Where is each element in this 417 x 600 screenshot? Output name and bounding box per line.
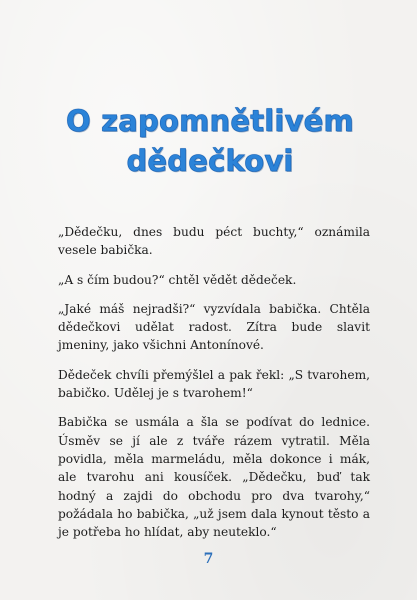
paragraph: Dědeček chvíli přemýšlel a pak řekl: „S tvarohem, babičko. Udělej je s tvarohem!“ [58,367,370,401]
title-line-2: dědečkovi [126,144,294,179]
paragraph: „Jaké máš nejradši?“ vyzvídala babička. Chtěla dědečkovi udělat radost. Zítra bude slavit jmeniny, jako všichni Antonínové. [58,301,370,353]
paragraph: „A s čím budou?“ chtěl vědět dědeček. [58,272,297,287]
story-text [58,223,370,552]
page-number: 7 [203,551,214,567]
title-line-1: O zapomnětlivém [66,104,354,139]
paragraph: Babička se usmála a šla se podívat do lednice. Úsměv se jí ale z tváře rázem vytratil. Měla povidla, měla marmeládu, měla dokonce i mák, ale tvarohu ani kousíček. „Dědečku, buď tak hodný a zajdi do obchodu pro dva tvarohy,“ požádala ho babička, „už jsem dala kynout těsto a je potřeba ho hlídat, aby neuteklo.“ [58,415,370,540]
paragraph: „Dědečku, dnes budu péct buchty,“ oznámila vesele babička. [58,225,370,258]
page-title [40,101,380,181]
